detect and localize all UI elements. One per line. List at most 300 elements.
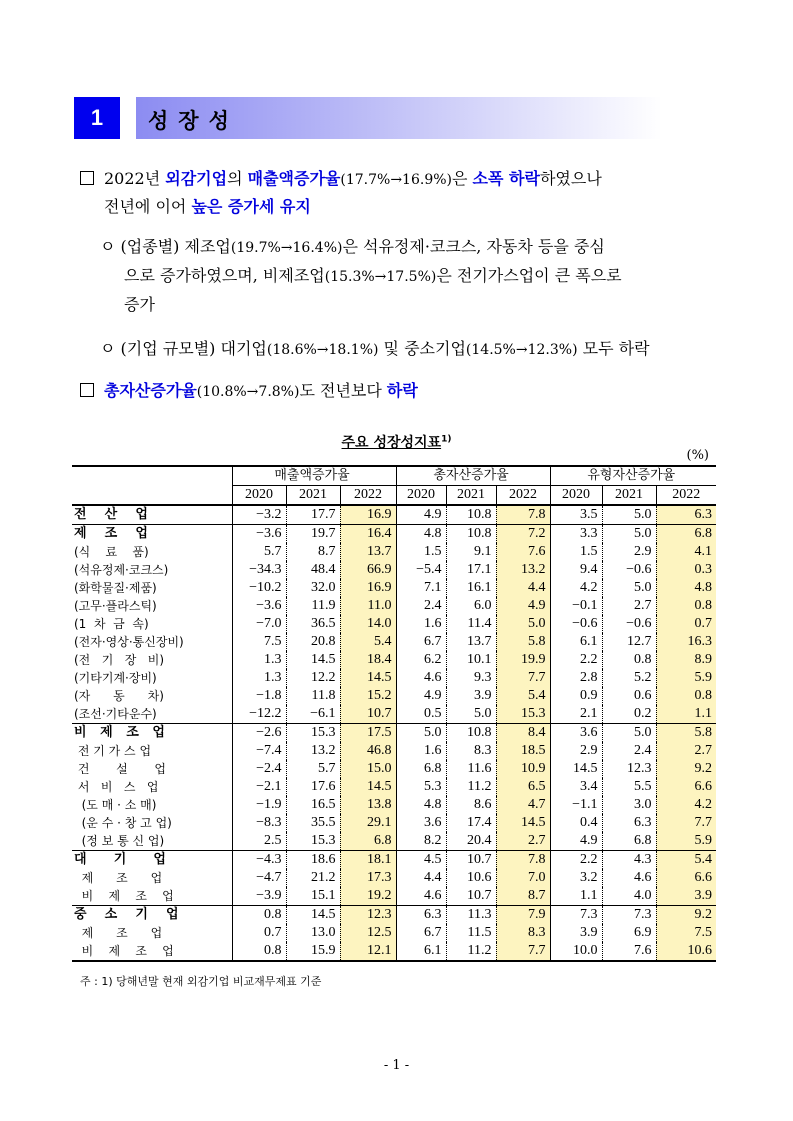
circle-bullet-icon: ㅇ: [100, 339, 121, 358]
table-cell: 3.9: [550, 924, 602, 942]
table-cell: 12.2: [286, 669, 340, 687]
table-cell: 0.5: [396, 705, 446, 724]
table-cell: 3.2: [550, 869, 602, 887]
table-cell: 2.9: [602, 543, 656, 561]
table-cell: 4.6: [602, 869, 656, 887]
table-cell: 7.6: [496, 543, 550, 561]
table-cell: 11.2: [446, 778, 496, 796]
table-row: [72, 525, 716, 544]
table-cell: 4.2: [656, 796, 716, 814]
row-label: 중 소 기 업: [72, 906, 232, 925]
table-row: [72, 906, 716, 925]
table-cell: 18.1: [340, 851, 396, 870]
table-cell: −1.8: [232, 687, 286, 705]
table-cell: 10.6: [656, 942, 716, 961]
table-title: 주요 성장성지표$^{1)}$: [341, 434, 452, 451]
table-cell: 6.3: [602, 814, 656, 832]
table-cell: 5.0: [602, 579, 656, 597]
bullet-asset-growth: 총자산증가율(10.8%→7.8%)도 전년보다 하락: [80, 380, 418, 403]
table-cell: 10.0: [550, 942, 602, 961]
row-label: (1 차 금 속): [72, 615, 232, 633]
table-cell: 5.4: [656, 851, 716, 870]
table-cell: −7.0: [232, 615, 286, 633]
table-cell: 66.9: [340, 561, 396, 579]
table-footnote: 주 : 1) 당해년말 현재 외감기업 비교재무제표 기준: [80, 975, 322, 988]
table-cell: 8.7: [496, 887, 550, 906]
table-cell: 11.6: [446, 760, 496, 778]
table-cell: 5.5: [602, 778, 656, 796]
row-label: (전 기 장 비): [72, 651, 232, 669]
table-row: [72, 561, 716, 579]
table-cell: 11.8: [286, 687, 340, 705]
table-cell: 6.8: [396, 760, 446, 778]
table-cell: 9.4: [550, 561, 602, 579]
table-cell: 7.0: [496, 869, 550, 887]
table-cell: 14.0: [340, 615, 396, 633]
table-cell: 6.8: [340, 832, 396, 851]
table-row: [72, 687, 716, 705]
table-row: [72, 597, 716, 615]
table-cell: 9.2: [656, 906, 716, 925]
row-label: (화학물질·제품): [72, 579, 232, 597]
table-cell: 6.5: [496, 778, 550, 796]
table-cell: 4.3: [602, 851, 656, 870]
table-cell: 4.0: [602, 887, 656, 906]
table-cell: 4.8: [656, 579, 716, 597]
table-cell: 16.4: [340, 525, 396, 544]
table-cell: 5.0: [602, 724, 656, 743]
table-cell: 9.2: [656, 760, 716, 778]
table-cell: 15.3: [286, 724, 340, 743]
table-cell: 5.0: [602, 505, 656, 525]
table-cell: 2.2: [550, 851, 602, 870]
table-cell: 13.2: [286, 742, 340, 760]
table-cell: −34.3: [232, 561, 286, 579]
table-cell: 4.5: [396, 851, 446, 870]
table-cell: 5.8: [496, 633, 550, 651]
table-cell: −1.1: [550, 796, 602, 814]
table-cell: 3.9: [446, 687, 496, 705]
table-cell: 1.6: [396, 742, 446, 760]
year-header: 2021: [286, 486, 340, 506]
table-cell: −1.9: [232, 796, 286, 814]
table-cell: 8.6: [446, 796, 496, 814]
table-cell: 1.1: [550, 887, 602, 906]
table-row: [72, 832, 716, 851]
table-cell: 7.3: [550, 906, 602, 925]
table-cell: 2.7: [656, 742, 716, 760]
table-cell: 0.7: [232, 924, 286, 942]
table-cell: 2.7: [602, 597, 656, 615]
table-cell: 4.9: [550, 832, 602, 851]
table-cell: −3.2: [232, 505, 286, 525]
table-cell: 17.7: [286, 505, 340, 525]
table-cell: −3.6: [232, 597, 286, 615]
table-cell: 5.8: [656, 724, 716, 743]
table-cell: 4.7: [496, 796, 550, 814]
table-cell: −3.9: [232, 887, 286, 906]
table-cell: 7.6: [602, 942, 656, 961]
table-cell: −4.3: [232, 851, 286, 870]
table-cell: 13.0: [286, 924, 340, 942]
table-row: [72, 505, 716, 525]
table-cell: 15.9: [286, 942, 340, 961]
table-cell: 4.8: [396, 796, 446, 814]
table-cell: 2.8: [550, 669, 602, 687]
table-cell: 6.1: [550, 633, 602, 651]
table-cell: 7.2: [496, 525, 550, 544]
table-cell: −3.6: [232, 525, 286, 544]
table-cell: 20.8: [286, 633, 340, 651]
table-cell: 8.3: [446, 742, 496, 760]
row-label: 서 비 스 업: [72, 778, 232, 796]
table-cell: 4.4: [396, 869, 446, 887]
table-cell: 6.9: [602, 924, 656, 942]
table-row: [72, 633, 716, 651]
table-cell: 3.3: [550, 525, 602, 544]
table-cell: 3.5: [550, 505, 602, 525]
table-cell: 15.2: [340, 687, 396, 705]
table-cell: 13.2: [496, 561, 550, 579]
table-cell: 17.5: [340, 724, 396, 743]
table-cell: 16.9: [340, 579, 396, 597]
table-cell: 8.7: [286, 543, 340, 561]
table-cell: 10.8: [446, 505, 496, 525]
table-cell: 15.3: [496, 705, 550, 724]
table-cell: −12.2: [232, 705, 286, 724]
table-cell: 11.9: [286, 597, 340, 615]
table-cell: 4.4: [496, 579, 550, 597]
table-cell: 7.8: [496, 505, 550, 525]
table-cell: 0.2: [602, 705, 656, 724]
table-cell: −6.1: [286, 705, 340, 724]
sub-bullet-industry: ㅇ (업종별) 제조업(19.7%→16.4%)은 석유정제·코크스, 자동차 등을 중심: [100, 237, 605, 256]
table-cell: 19.7: [286, 525, 340, 544]
table-cell: 0.4: [550, 814, 602, 832]
table-cell: 19.2: [340, 887, 396, 906]
bullet-sales-growth: 2022년 외감기업의 매출액증가율(17.7%→16.9%)은 소폭 하락하였으나: [80, 168, 602, 191]
table-cell: 13.8: [340, 796, 396, 814]
page-number: - 1 -: [383, 1058, 410, 1073]
table-cell: 5.4: [340, 633, 396, 651]
table-cell: −4.7: [232, 869, 286, 887]
row-label: (자 동 차): [72, 687, 232, 705]
table-cell: 2.2: [550, 651, 602, 669]
table-cell: 18.6: [286, 851, 340, 870]
table-cell: 4.9: [496, 597, 550, 615]
table-cell: −2.1: [232, 778, 286, 796]
table-cell: −7.4: [232, 742, 286, 760]
table-row: [72, 851, 716, 870]
table-row: [72, 760, 716, 778]
table-cell: 18.5: [496, 742, 550, 760]
table-cell: −5.4: [396, 561, 446, 579]
row-label: 건 설 업: [72, 760, 232, 778]
table-cell: 10.9: [496, 760, 550, 778]
table-cell: 10.7: [340, 705, 396, 724]
table-cell: 0.8: [656, 687, 716, 705]
table-cell: 5.9: [656, 669, 716, 687]
table-cell: 4.1: [656, 543, 716, 561]
table-cell: −2.6: [232, 724, 286, 743]
table-cell: 0.7: [656, 615, 716, 633]
table-cell: 2.4: [602, 742, 656, 760]
table-row: [72, 814, 716, 832]
table-cell: 8.3: [496, 924, 550, 942]
table-cell: 0.8: [602, 651, 656, 669]
sub-bullet-industry-line2: 으로 증가하였으며, 비제조업(15.3%→17.5%)은 전기가스업이 큰 폭으로: [124, 266, 622, 285]
table-cell: 5.0: [446, 705, 496, 724]
table-cell: 4.9: [396, 687, 446, 705]
table-row: [72, 724, 716, 743]
table-row: [72, 651, 716, 669]
table-cell: 6.2: [396, 651, 446, 669]
table-cell: 3.0: [602, 796, 656, 814]
table-cell: 7.7: [656, 814, 716, 832]
table-cell: 14.5: [340, 669, 396, 687]
table-cell: 20.4: [446, 832, 496, 851]
table-row: [72, 924, 716, 942]
table-cell: 29.1: [340, 814, 396, 832]
table-cell: 6.3: [396, 906, 446, 925]
sub-bullet-industry-line3: 증가: [124, 295, 155, 314]
table-cell: 7.3: [602, 906, 656, 925]
table-cell: 11.4: [446, 615, 496, 633]
table-cell: 11.3: [446, 906, 496, 925]
table-cell: 16.9: [340, 505, 396, 525]
table-cell: 15.1: [286, 887, 340, 906]
table-cell: 17.3: [340, 869, 396, 887]
table-cell: 10.1: [446, 651, 496, 669]
square-bullet-icon: [80, 383, 94, 397]
row-label: (고무·플라스틱): [72, 597, 232, 615]
table-cell: −10.2: [232, 579, 286, 597]
table-cell: 2.4: [396, 597, 446, 615]
table-cell: 4.6: [396, 887, 446, 906]
circle-bullet-icon: ㅇ: [100, 237, 121, 256]
table-cell: 7.1: [396, 579, 446, 597]
table-cell: 36.5: [286, 615, 340, 633]
table-cell: 15.0: [340, 760, 396, 778]
table-cell: 5.3: [396, 778, 446, 796]
table-cell: 17.6: [286, 778, 340, 796]
table-row: [72, 942, 716, 961]
table-cell: 8.2: [396, 832, 446, 851]
table-cell: 1.1: [656, 705, 716, 724]
row-label: 비 제 조 업: [72, 887, 232, 906]
table-cell: 15.3: [286, 832, 340, 851]
table-cell: 6.6: [656, 778, 716, 796]
table-cell: 48.4: [286, 561, 340, 579]
table-cell: 6.7: [396, 924, 446, 942]
year-header: 2022: [656, 486, 716, 506]
group-header-tangible-assets: 유형자산증가율: [550, 466, 716, 486]
table-cell: 5.7: [286, 760, 340, 778]
table-cell: 16.1: [446, 579, 496, 597]
table-cell: 1.5: [550, 543, 602, 561]
year-header: 2020: [550, 486, 602, 506]
year-header: 2022: [496, 486, 550, 506]
year-header: 2022: [340, 486, 396, 506]
table-cell: −0.6: [602, 615, 656, 633]
table-cell: 19.9: [496, 651, 550, 669]
table-cell: 2.1: [550, 705, 602, 724]
table-cell: 16.3: [656, 633, 716, 651]
table-cell: 6.3: [656, 505, 716, 525]
table-cell: 2.5: [232, 832, 286, 851]
table-cell: 11.0: [340, 597, 396, 615]
table-cell: 14.5: [550, 760, 602, 778]
table-cell: 12.5: [340, 924, 396, 942]
table-cell: 46.8: [340, 742, 396, 760]
table-cell: 4.8: [396, 525, 446, 544]
table-cell: 11.2: [446, 942, 496, 961]
table-cell: 12.3: [602, 760, 656, 778]
section-number: 1: [74, 97, 120, 139]
table-cell: 0.9: [550, 687, 602, 705]
table-cell: 12.3: [340, 906, 396, 925]
table-cell: 5.2: [602, 669, 656, 687]
table-cell: 6.0: [446, 597, 496, 615]
table-cell: 7.7: [496, 669, 550, 687]
table-cell: 6.6: [656, 869, 716, 887]
table-cell: 14.5: [496, 814, 550, 832]
table-cell: 9.1: [446, 543, 496, 561]
table-cell: 8.9: [656, 651, 716, 669]
table-row: [72, 796, 716, 814]
table-cell: 0.8: [232, 942, 286, 961]
table-cell: 1.3: [232, 651, 286, 669]
table-cell: 13.7: [340, 543, 396, 561]
table-cell: 6.8: [656, 525, 716, 544]
year-header: 2020: [396, 486, 446, 506]
row-label: (기타기계·장비): [72, 669, 232, 687]
table-cell: 7.8: [496, 851, 550, 870]
table-cell: 4.6: [396, 669, 446, 687]
table-cell: 10.6: [446, 869, 496, 887]
table-cell: 0.3: [656, 561, 716, 579]
square-bullet-icon: [80, 171, 94, 185]
group-header-sales: 매출액증가율: [232, 466, 396, 486]
table-cell: 10.7: [446, 887, 496, 906]
table-cell: 5.4: [496, 687, 550, 705]
table-cell: 1.6: [396, 615, 446, 633]
table-cell: 6.7: [396, 633, 446, 651]
growth-indicators-table: [72, 465, 716, 962]
table-cell: −0.6: [602, 561, 656, 579]
table-cell: 9.3: [446, 669, 496, 687]
table-cell: 14.5: [286, 651, 340, 669]
table-cell: 35.5: [286, 814, 340, 832]
table-row: [72, 778, 716, 796]
section-header: [74, 97, 662, 139]
table-row: [72, 615, 716, 633]
row-label: 비 제 조 업: [72, 724, 232, 743]
row-label: (운 수 · 창 고 업): [72, 814, 232, 832]
table-row: [72, 543, 716, 561]
table-cell: 21.2: [286, 869, 340, 887]
table-cell: 6.8: [602, 832, 656, 851]
table-cell: 2.9: [550, 742, 602, 760]
table-cell: 10.8: [446, 724, 496, 743]
table-cell: 5.0: [396, 724, 446, 743]
table-cell: 11.5: [446, 924, 496, 942]
table-unit: (%): [686, 448, 709, 463]
table-cell: 14.5: [340, 778, 396, 796]
table-cell: 16.5: [286, 796, 340, 814]
row-label: 제 조 업: [72, 869, 232, 887]
year-header: 2021: [602, 486, 656, 506]
table-cell: 5.7: [232, 543, 286, 561]
table-cell: 8.4: [496, 724, 550, 743]
table-cell: 7.5: [232, 633, 286, 651]
table-cell: 13.7: [446, 633, 496, 651]
row-label: (식 료 품): [72, 543, 232, 561]
row-label: (전자·영상·통신장비): [72, 633, 232, 651]
table-cell: 1.3: [232, 669, 286, 687]
table-cell: −2.4: [232, 760, 286, 778]
table-cell: 12.1: [340, 942, 396, 961]
table-row: [72, 869, 716, 887]
sub-bullet-size: ㅇ (기업 규모별) 대기업(18.6%→18.1%) 및 중소기업(14.5%→12.3%) 모두 하락: [100, 339, 650, 358]
table-cell: −0.1: [550, 597, 602, 615]
table-cell: 7.5: [656, 924, 716, 942]
table-cell: 4.2: [550, 579, 602, 597]
table-cell: 10.7: [446, 851, 496, 870]
table-cell: 0.8: [656, 597, 716, 615]
table-cell: 0.6: [602, 687, 656, 705]
table-cell: 6.1: [396, 942, 446, 961]
table-cell: 17.1: [446, 561, 496, 579]
table-cell: −8.3: [232, 814, 286, 832]
table-cell: 2.7: [496, 832, 550, 851]
row-label: (석유정제·코크스): [72, 561, 232, 579]
table-cell: 5.0: [496, 615, 550, 633]
table-cell: 3.4: [550, 778, 602, 796]
table-cell: 4.9: [396, 505, 446, 525]
table-cell: 5.9: [656, 832, 716, 851]
section-title: 성장성: [148, 109, 239, 133]
row-label: (도 매 · 소 매): [72, 796, 232, 814]
table-cell: 3.9: [656, 887, 716, 906]
table-cell: 1.5: [396, 543, 446, 561]
table-cell: 3.6: [396, 814, 446, 832]
bullet-sales-growth-line2: 전년에 이어 높은 증가세 유지: [104, 197, 311, 216]
table-row: [72, 887, 716, 906]
table-row: [72, 579, 716, 597]
table-row: [72, 742, 716, 760]
row-label: 제 조 업: [72, 525, 232, 544]
table-cell: 32.0: [286, 579, 340, 597]
row-label: 제 조 업: [72, 924, 232, 942]
table-cell: 0.8: [232, 906, 286, 925]
table-cell: 7.9: [496, 906, 550, 925]
table-cell: 17.4: [446, 814, 496, 832]
row-label: 대 기 업: [72, 851, 232, 870]
table-cell: −0.6: [550, 615, 602, 633]
table-cell: 14.5: [286, 906, 340, 925]
table-cell: 5.0: [602, 525, 656, 544]
row-label: (정 보 통 신 업): [72, 832, 232, 851]
row-label: (조선·기타운수): [72, 705, 232, 724]
row-label: 비 제 조 업: [72, 942, 232, 961]
row-label: 전 산 업: [72, 505, 232, 525]
group-header-total-assets: 총자산증가율: [396, 466, 550, 486]
table-cell: 7.7: [496, 942, 550, 961]
table-cell: 3.6: [550, 724, 602, 743]
table-row: [72, 669, 716, 687]
year-header: 2021: [446, 486, 496, 506]
